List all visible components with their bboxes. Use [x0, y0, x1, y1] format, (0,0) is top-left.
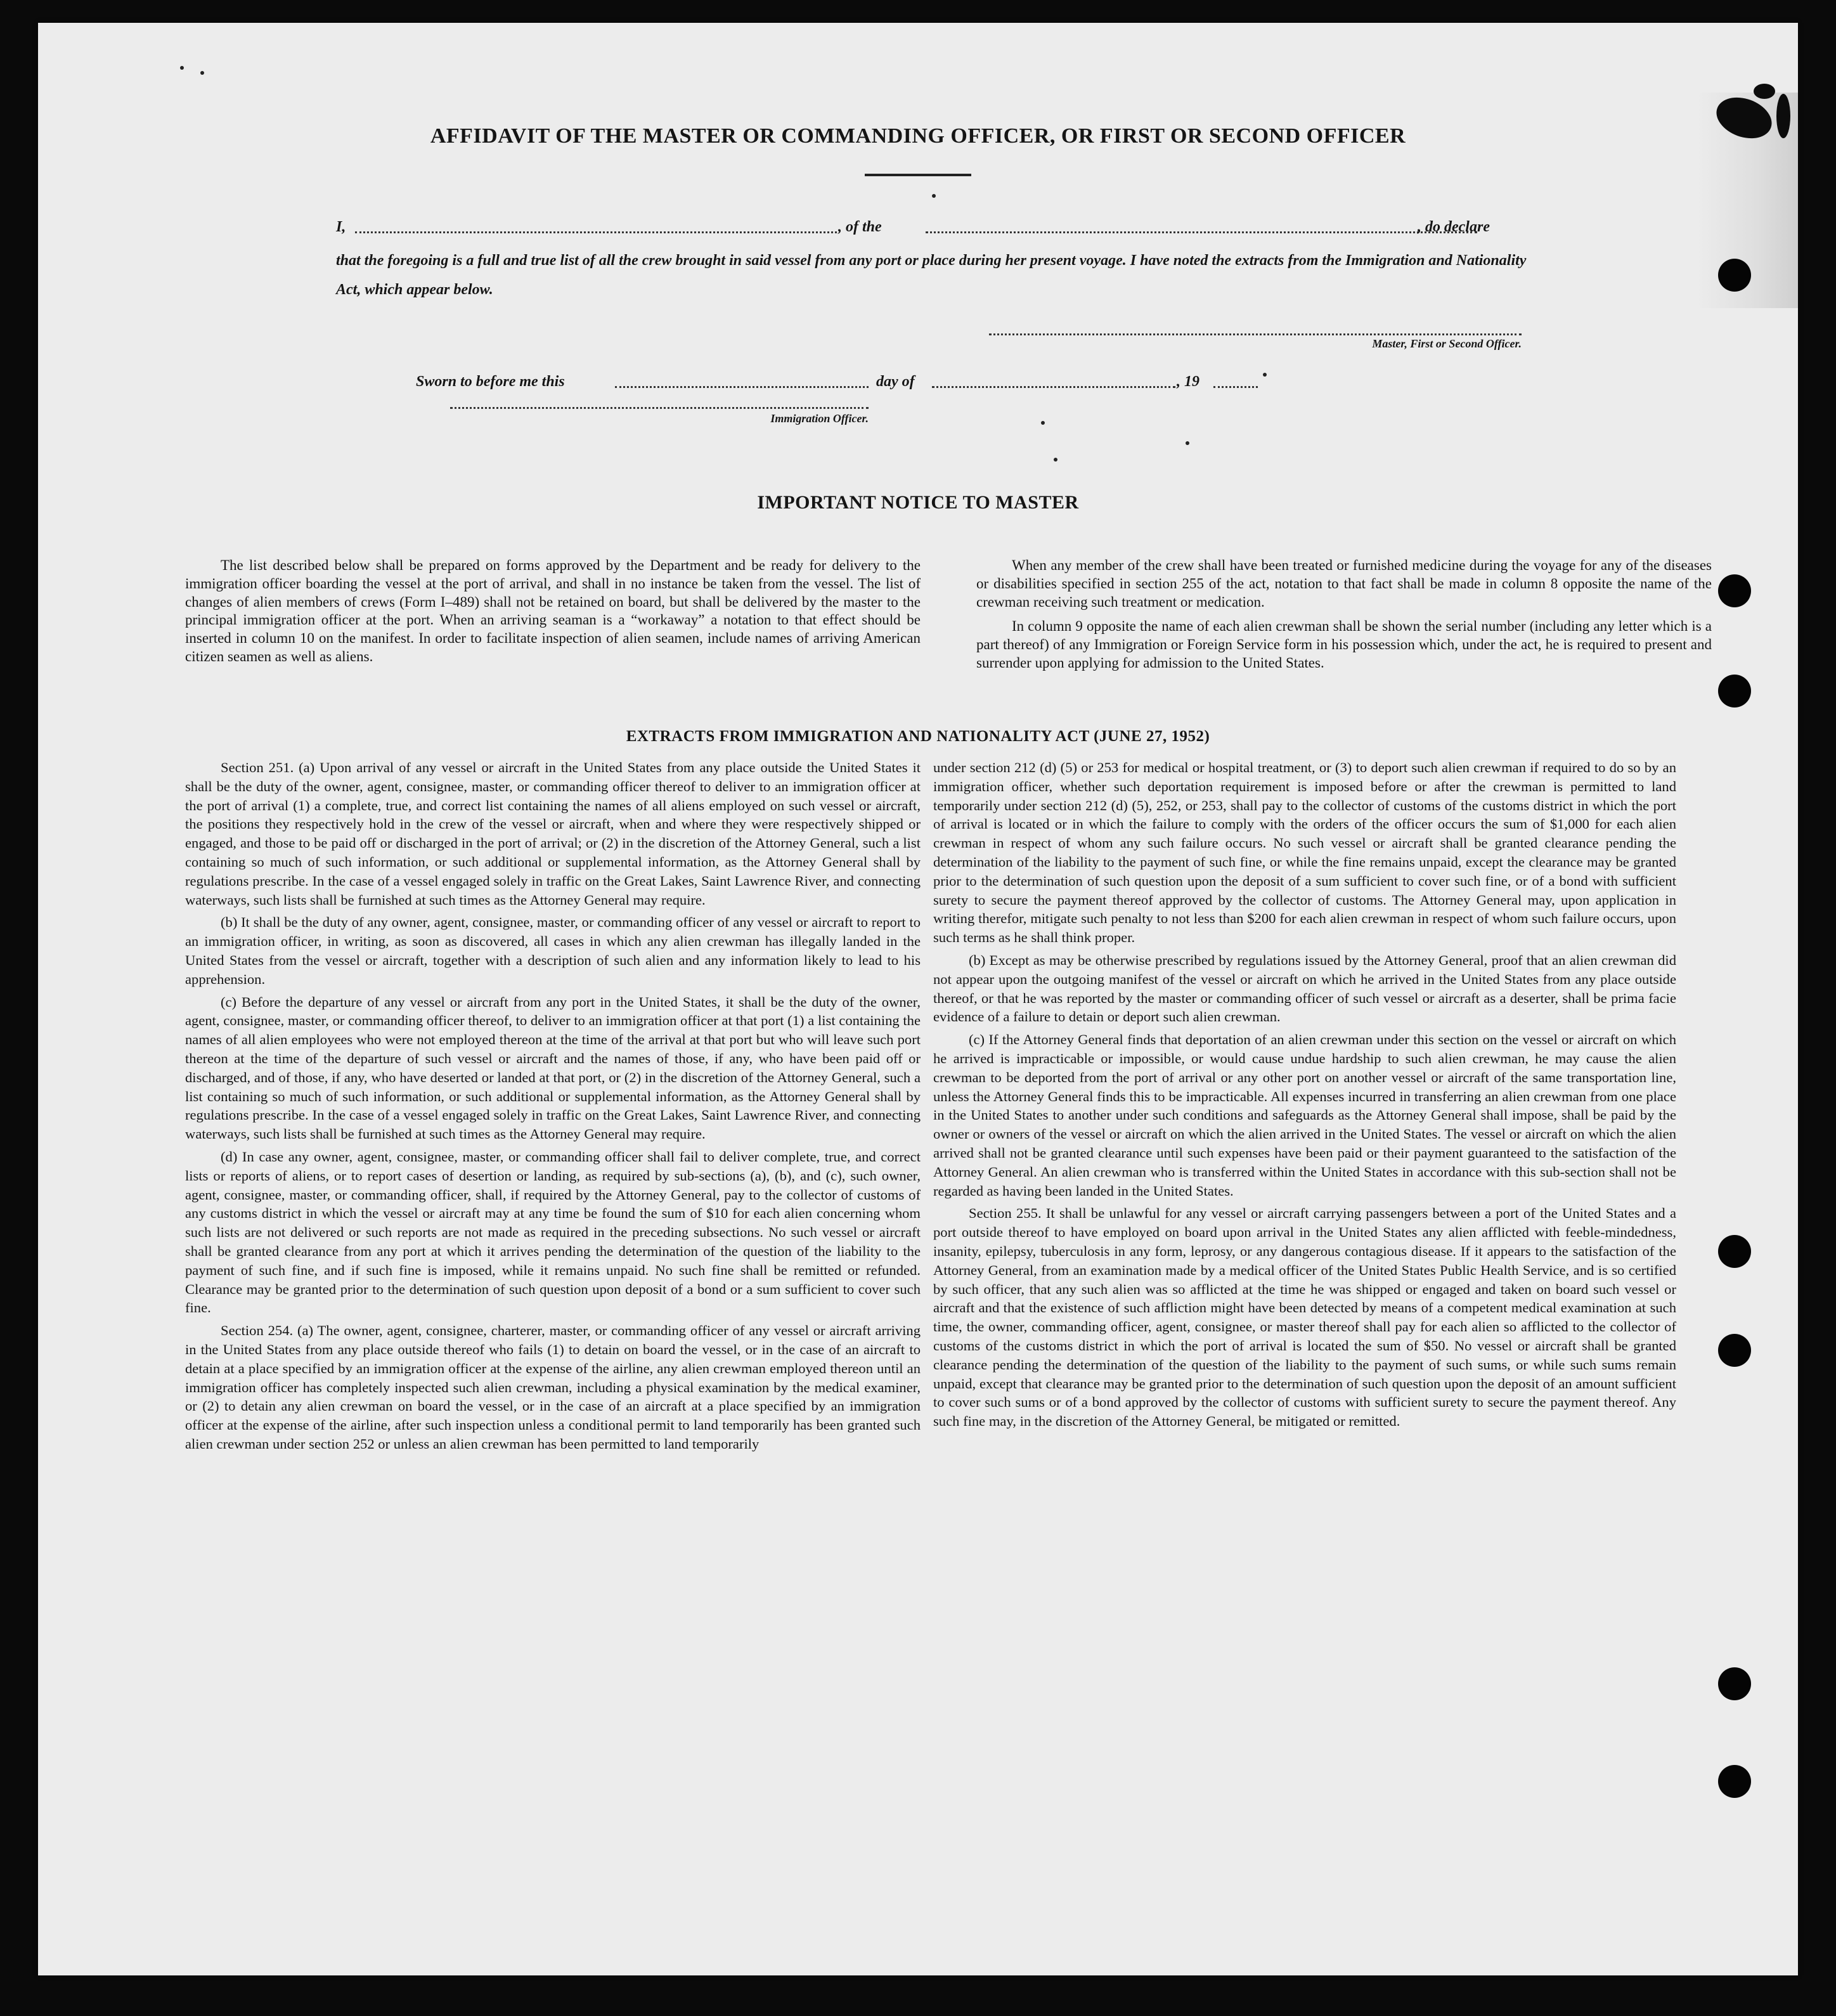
notice-paragraph: In column 9 opposite the name of each alien crewman shall be shown the serial number (including any letter which is a part thereof) of any Immigration or Foreign Service form in his possession which, under the act, he is required to present and surrender upon applying for admission to the United States.	[976, 618, 1712, 671]
vessel-blank[interactable]	[926, 231, 1477, 233]
extracts-title: EXTRACTS FROM IMMIGRATION AND NATIONALITY ACT (JUNE 27, 1952)	[626, 728, 1210, 745]
affidavit-statement: that the foregoing is a full and true list of all the crew brought in said vessel from any port or place during her present voyage. I have noted the extracts from the Immigration and Nationality Act, which appear below.	[336, 252, 1527, 298]
notice-left-column	[185, 557, 921, 673]
sworn-prefix: Sworn to before me this	[416, 373, 565, 390]
declare-of-the: , of the	[838, 219, 882, 235]
extract-paragraph: (d) In case any owner, agent, consignee, master, or commanding officer shall fail to deliver complete, true, and correct lists or reports of aliens, or to report cases of desertion or landing, as required by sub-sections (a), (b), and (c), such owner, agent, consignee, master, or commanding officer, shall, if required by the Attorney General, pay to the collector of customs of any customs district in which the vessel or aircraft may at any time be found the sum of $10 for each alien concerning whom such lists are not delivered or such reports are not made as required in the preceding subsections. No such vessel or aircraft shall be granted clearance from any port at which it arrives pending the determination of the question of the liability to the payment of such fine, and if such fine is imposed, while it remains unpaid. No such fine shall be remitted or refunded. Clearance may be granted prior to the determination of such question upon deposit of a bond or a sum sufficient to cover such fine.	[185, 1148, 921, 1316]
extract-paragraph: (b) It shall be the duty of any owner, agent, consignee, master, or commanding officer of any vessel or aircraft to report to an immigration officer, in writing, as soon as discovered, all cases in which any alien crewman has illegally landed in the United States from the vessel or aircraft, together with a description of such alien and any information likely to lead to his apprehension.	[185, 914, 921, 987]
title-rule	[865, 174, 971, 176]
notice-paragraph: When any member of the crew shall have been treated or furnished medicine during the voyage for any of the diseases or disabilities specified in section 255 of the act, notation to that fact shall be made in column 8 opposite the name of the crewman receiving such treatment or medication.	[976, 557, 1712, 610]
punch-hole	[1718, 1235, 1751, 1268]
punch-hole	[1718, 675, 1751, 708]
declare-do-declare: , do declare	[1418, 219, 1490, 235]
document-page	[38, 23, 1798, 1975]
punch-hole	[1718, 1765, 1751, 1798]
speck	[1054, 458, 1057, 462]
extract-paragraph: Section 254. (a) The owner, agent, consignee, charterer, master, or commanding officer of any vessel or aircraft arriving in the United States from any place outside thereof who fails (1) to detain on board the vessel, or in the case of an aircraft to detain at a place specified by an immigration officer at the expense of the airline, any alien crewman employed thereon until an immigration officer has completely inspected such alien crewman, including a physical examination by the medical examiner, or (2) to detain any alien crewman on board the vessel, or in the case of an aircraft at a place specified by an immigration officer at the expense of the airline, after such inspection unless a conditional permit to land temporarily has been granted such alien crewman under section 252 or unless an alien crewman has been permitted to land temporarily	[185, 1322, 921, 1452]
punch-hole	[1718, 259, 1751, 292]
speck	[932, 194, 936, 198]
speck	[1041, 421, 1045, 425]
immigration-officer-label: Immigration Officer.	[770, 412, 869, 425]
master-signature-blank[interactable]	[989, 333, 1522, 335]
day-of-label: day of	[876, 373, 915, 390]
notice-right-column	[976, 557, 1712, 679]
speck	[200, 71, 204, 75]
name-blank[interactable]	[355, 231, 837, 233]
speck	[180, 66, 184, 70]
notice-title: IMPORTANT NOTICE TO MASTER	[757, 492, 1079, 513]
master-signature-label: Master, First or Second Officer.	[1372, 337, 1522, 350]
extract-paragraph: under section 212 (d) (5) or 253 for medical or hospital treatment, or (3) to deport such alien crewman if required to do so by an immigration officer, whether such deportation requirement is imposed before or after the crewman is permitted to land temporarily under section 212 (d) (5), 252, or 253, shall pay to the collector of customs of the customs district in which the port of arrival is located or in which the failure to comply with the orders of the officer occurs the sum of $1,000 for each alien crewman in respect of whom any such failure occurs. No such vessel or aircraft shall be granted clearance pending the determination of the liability to the payment of such fine, or while the fine remains unpaid, except the clearance may be granted prior to the determination of such question upon the deposit of a sum sufficient to cover such fine, or of a bond with sufficient surety to secure the payment thereof approved by the collector of customs. The Attorney General may, upon application in writing therefor, mitigate such penalty to not less than $200 for each alien crewman in respect of whom such failure occurs, upon such terms as he shall think proper.	[933, 759, 1676, 946]
declaration-line	[336, 210, 1528, 238]
extract-paragraph: (c) Before the departure of any vessel or aircraft from any port in the United States, it shall be the duty of the owner, agent, consignee, master, or commanding officer thereof, to deliver to an immigration officer at that port (1) a list containing the names of all alien employees who were not employed thereon at the time of the arrival at that port but who will leave such port thereon at the time of the departure of such vessel or aircraft and the names of those, if any, who have been paid off or discharged, and of those, if any, who have deserted or landed at that port, or (2) in the discretion of the Attorney General, such a list containing so much of such information, or such additional or supplemental information, as the Attorney General shall by regulations prescribe. In the case of a vessel engaged solely in traffic on the Great Lakes, Saint Lawrence River, and connecting waterways, such lists shall be furnished at such times as the Attorney General may require.	[185, 993, 921, 1142]
extracts-right-column	[933, 758, 1676, 1435]
extract-paragraph: Section 251. (a) Upon arrival of any vessel or aircraft in the United States from any place outside the United States it shall be the duty of the owner, agent, consignee, master, or commanding officer thereof to deliver to an immigration officer at the port of arrival (1) a complete, true, and correct list containing the names of all aliens employed on such vessel or aircraft, the positions they respectively hold in the crew of the vessel or aircraft, when and where they were respectively shipped or engaged, and those to be paid off or discharged in the port of arrival; or (2) in the discretion of the Attorney General, such a list containing so much of such information, or such additional or supplemental information, as the Attorney General shall by regulations prescribe. In the case of a vessel engaged solely in traffic on the Great Lakes, Saint Lawrence River, and connecting waterways, such lists shall be furnished at such times as the Attorney General may require.	[185, 759, 921, 908]
extract-paragraph: (c) If the Attorney General finds that deportation of an alien crewman under this section on the vessel or aircraft on which he arrived is impracticable or impossible, or would cause undue hardship to such alien crewman, he may cause the alien crewman to be deported from the port of arrival or any other port on another vessel or aircraft of the same transportation line, unless the Attorney General finds this to be impracticable. All expenses incurred in transferring an alien crewman from one place in the United States to another under such conditions and safeguards as the Attorney General shall impose, shall be paid by the owner or owners of the vessel or aircraft on which the alien arrived in the United States. The vessel or aircraft on which the alien arrived shall not be granted clearance until such expenses have been paid or their payment guaranteed to the satisfaction of the Attorney General. An alien crewman who is transferred within the United States in accordance with this sub-section shall not be regarded as having been landed in the United States.	[933, 1031, 1676, 1199]
sworn-month-blank[interactable]	[932, 386, 1175, 388]
sworn-line	[368, 365, 1268, 393]
sworn-day-blank[interactable]	[615, 386, 869, 388]
notice-paragraph: The list described below shall be prepared on forms approved by the Department and be ready for delivery to the immigration officer boarding the vessel at the port of arrival, and shall in no instance be taken from the vessel. The list of changes of alien members of crews (Form I–489) shall not be retained on board, but shall be delivered by the master to the principal immigration officer at the port. When an arriving seaman is a “workaway” a notation to that effect should be inserted in column 10 on the manifest. In order to facilitate inspection of alien seamen, include names of arriving American citizen seamen as well as aliens.	[185, 557, 921, 664]
punch-hole	[1718, 1667, 1751, 1700]
declare-i: I,	[336, 219, 346, 235]
ink-blot	[1754, 84, 1775, 99]
speck	[1186, 441, 1189, 445]
affidavit-title: AFFIDAVIT OF THE MASTER OR COMMANDING OFFICER, OR FIRST OR SECOND OFFICER	[430, 124, 1406, 148]
immigration-officer-blank[interactable]	[450, 407, 869, 409]
punch-hole	[1718, 1334, 1751, 1367]
sworn-year-blank[interactable]	[1213, 386, 1258, 388]
year-prefix: , 19	[1177, 373, 1199, 390]
punch-hole	[1718, 574, 1751, 607]
extract-paragraph: Section 255. It shall be unlawful for any vessel or aircraft carrying passengers between a port of the United States and a port outside thereof to have employed on board upon arrival in the United States any alien afflicted with feeble-mindedness, insanity, epilepsy, tuberculosis in any form, leprosy, or any dangerous contagious disease. If it appears to the satisfaction of the Attorney General, from an examination made by a medical officer of the United States Public Health Service, and is so certified by such officer, that any such alien was so afflicted at the time he was shipped or engaged and taken on board such vessel or aircraft and that the existence of such affliction might have been detected by means of a competent medical examination at such time, the owner, commanding officer, agent, consignee, or master thereof shall pay for each alien so afflicted to the collector of customs of the customs district in which the port of arrival is located the sum of $50. No vessel or aircraft shall be granted clearance pending the determination of the question of the liability to the payment of such sums, or while such sums remain unpaid, except that clearance may be granted prior to the determination of such question upon the deposit of an amount sufficient to cover such sums or of a bond approved by the collector of customs with sufficient surety to secure the payment thereof. Any such fine may, in the discretion of the Attorney General, be mitigated or remitted.	[933, 1205, 1676, 1430]
extracts-left-column	[185, 758, 921, 1457]
extract-paragraph: (b) Except as may be otherwise prescribed by regulations issued by the Attorney General, proof that an alien crewman did not appear upon the outgoing manifest of the vessel or aircraft on which he arrived in the United States from any place outside thereof, or that he was reported by the master or commanding officer of such vessel or aircraft as a deserter, shall be prima facie evidence of a failure to detain or deport such alien crewman.	[933, 952, 1676, 1025]
